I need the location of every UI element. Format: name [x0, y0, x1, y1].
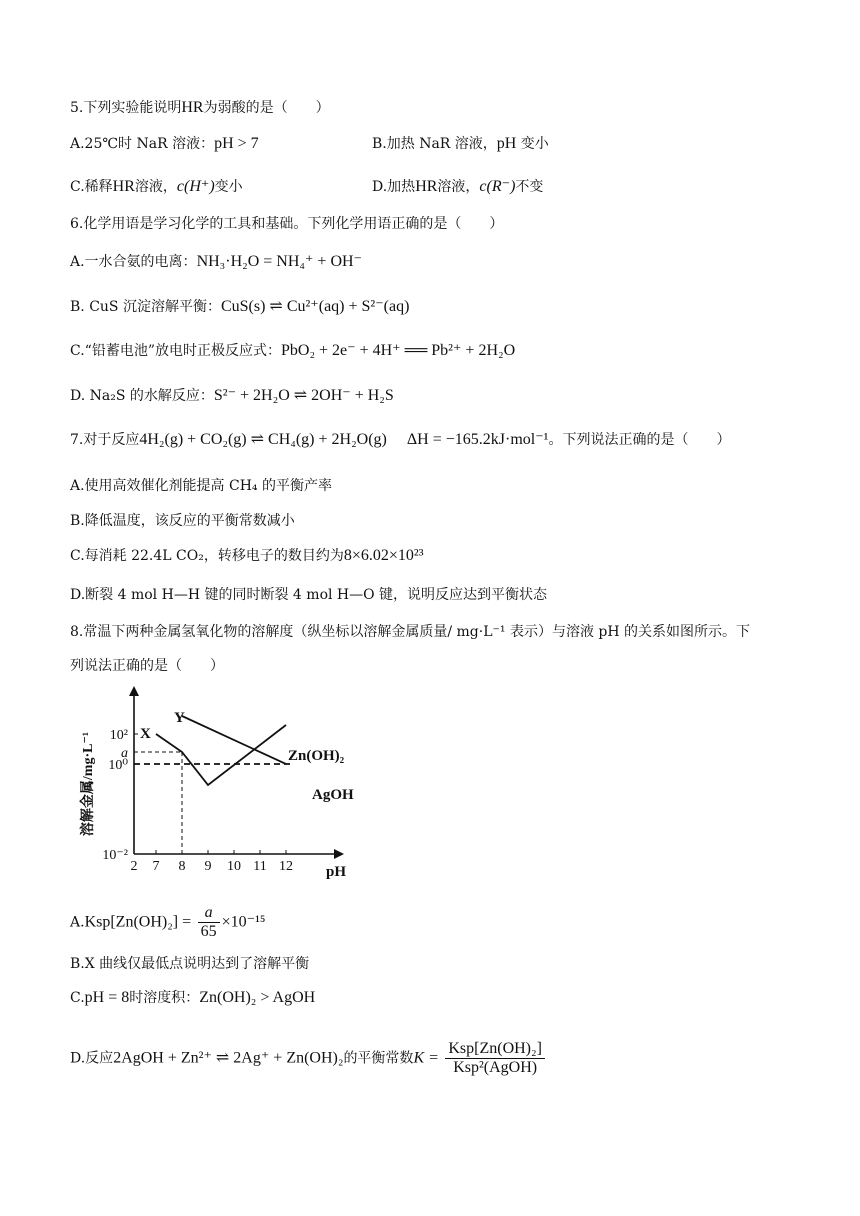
q8-d-mid: 的平衡常数 — [343, 1050, 414, 1067]
q8-c-pre: C. — [70, 990, 85, 1006]
x-tick-label: 7 — [152, 859, 160, 874]
q7-c-formula: 8×6.02×10²³ — [343, 547, 424, 564]
q8-d-k: K = — [413, 1049, 439, 1067]
curve-label-x: X — [140, 726, 151, 742]
q8-a-tail: ×10⁻¹⁵ — [221, 913, 266, 931]
q7-stem — [70, 430, 730, 450]
q8-c-mid: 时溶度积： — [129, 990, 200, 1006]
q6-b-formula: CuS(s) ⇌ Cu²⁺(aq) + S²⁻(aq) — [220, 298, 410, 315]
y-tick-label: 10⁰ — [108, 758, 128, 773]
q5-c-hr: HR — [112, 178, 135, 195]
q7-stem-formula: 4H₂(g) + CO₂(g) ⇌ CH₄(g) + 2H₂O(g) ΔH = −165.2kJ·mol⁻¹ — [139, 431, 549, 448]
q6-stem: 6.化学用语是学习化学的工具和基础。下列化学用语正确的是（ ） — [70, 216, 504, 232]
q5-stem-tail: 为弱酸的是（ ） — [203, 100, 330, 116]
q8-d-num: Ksp[Zn(OH)₂] — [445, 1040, 545, 1059]
q8-a-den: 65 — [200, 923, 217, 940]
y-tick-label: 10² — [109, 728, 128, 743]
q5-c-formula: c(H⁺) — [176, 178, 215, 195]
q8-d-pre: D.反应 — [70, 1050, 114, 1067]
solubility-ph-chart — [72, 684, 372, 880]
q5-b-tail: 变小 — [520, 136, 549, 152]
q8-c-formula2: Zn(OH)₂ > AgOH — [199, 989, 316, 1006]
x-tick-label: 12 — [279, 859, 293, 874]
y-tick-label: a — [121, 746, 128, 761]
guide-lines — [134, 752, 294, 854]
q8-a-num: a — [198, 904, 220, 923]
q5-c-mid: 溶液， — [134, 179, 177, 195]
q8-d-fraction — [445, 1040, 545, 1077]
q7-option-a: A.使用高效催化剂能提高 CH₄ 的平衡产率 — [70, 478, 332, 494]
q5-option-c — [70, 177, 243, 197]
q8-d-den: Ksp²(AgOH) — [453, 1059, 538, 1076]
q7-option-d: D.断裂 4 mol H—H 键的同时断裂 4 mol H—O 键，说明反应达到平衡状态 — [70, 587, 548, 603]
q6-option-c — [70, 341, 515, 361]
q7-option-b: B.降低温度，该反应的平衡常数减小 — [70, 513, 295, 529]
x-tick-label: 10 — [227, 859, 241, 874]
y-tick-labels — [102, 728, 138, 863]
curve-label-y: Y — [174, 710, 185, 726]
q5-d-mid: 溶液， — [437, 179, 480, 195]
q7-stem-pre: 7.对于反应 — [70, 432, 140, 448]
q5-option-b — [372, 134, 549, 154]
series-line-y — [182, 716, 286, 764]
q8-option-b: B.X 曲线仅最低点说明达到了溶解平衡 — [70, 956, 310, 972]
q6-option-a — [70, 252, 362, 272]
q5-a-formula: pH > 7 — [214, 135, 259, 152]
q5-d-tail: 不变 — [515, 179, 544, 195]
x-axis-label: pH — [326, 864, 347, 880]
q8-option-a — [70, 904, 265, 941]
q7-stem-tail: 。下列说法正确的是（ ） — [548, 432, 731, 448]
q8-d-formula: 2AgOH + Zn²⁺ ⇌ 2Ag⁺ + Zn(OH)₂ — [113, 1049, 344, 1067]
q6-a-formula: NH₃·H₂O = NH₄⁺ + OH⁻ — [196, 253, 362, 270]
curve-label-zn: Zn(OH)₂ — [288, 748, 345, 764]
q8-a-fraction — [198, 904, 220, 941]
q6-c-pre: C.“铅蓄电池”放电时正极反应式： — [70, 343, 281, 359]
x-tick-label: 11 — [253, 859, 267, 874]
q6-b-pre: B. CuS 沉淀溶解平衡： — [70, 299, 221, 315]
q5-d-pre: D.加热 — [372, 179, 416, 195]
q8-a-ksp: Ksp[Zn(OH)₂] = — [84, 913, 192, 931]
q5-a-pre: A.25℃时 NaR 溶液： — [70, 136, 215, 152]
q6-c-formula: PbO₂ + 2e⁻ + 4H⁺ ══ Pb²⁺ + 2H₂O — [280, 342, 516, 359]
y-axis-arrow — [129, 686, 139, 696]
q8-stem-line1: 8.常温下两种金属氢氧化物的溶解度（纵坐标以溶解金属质量/ mg·L⁻¹ 表示）与溶液 pH 的关系如图所示。下 — [70, 624, 751, 640]
q7-option-c — [70, 546, 423, 566]
x-tick-label: 9 — [204, 859, 212, 874]
q5-option-a — [70, 134, 259, 154]
q8-option-c — [70, 988, 315, 1008]
q8-c-formula: pH = 8 — [84, 989, 130, 1006]
q5-stem-hr: HR — [181, 99, 204, 116]
y-axis-label: 溶解金属/mg·L⁻¹ — [81, 731, 96, 837]
curve-label-ag: AgOH — [312, 787, 354, 803]
q6-a-pre: A.一水合氨的电离： — [70, 254, 197, 270]
series-lines — [156, 716, 286, 785]
q8-option-d — [70, 1040, 547, 1077]
x-tick-label: 2 — [130, 859, 138, 874]
q6-option-d — [70, 386, 394, 406]
q7-c-pre: C.每消耗 22.4L CO₂，转移电子的数目约为 — [70, 548, 344, 564]
q5-c-pre: C.稀释 — [70, 179, 113, 195]
q6-d-formula: S²⁻ + 2H₂O ⇌ 2OH⁻ + H₂S — [213, 387, 394, 404]
q5-d-hr: HR — [415, 178, 438, 195]
q6-d-pre: D. Na₂S 的水解反应： — [70, 388, 214, 404]
y-tick-label: 10⁻² — [102, 848, 128, 863]
q8-stem-line2: 列说法正确的是（ ） — [70, 658, 224, 674]
q6-option-b — [70, 297, 409, 317]
q5-stem-text: 5.下列实验能说明 — [70, 100, 182, 116]
x-tick-label: 8 — [178, 859, 186, 874]
q5-d-formula: c(R⁻) — [479, 178, 516, 195]
q5-stem — [70, 98, 330, 118]
q5-c-tail: 变小 — [214, 179, 243, 195]
x-axis-arrow — [334, 849, 344, 859]
q5-b-pre: B.加热 NaR 溶液， — [372, 136, 497, 152]
q8-a-pre: A. — [70, 914, 85, 931]
q5-option-d — [372, 177, 543, 197]
q5-b-formula: pH — [496, 135, 517, 152]
